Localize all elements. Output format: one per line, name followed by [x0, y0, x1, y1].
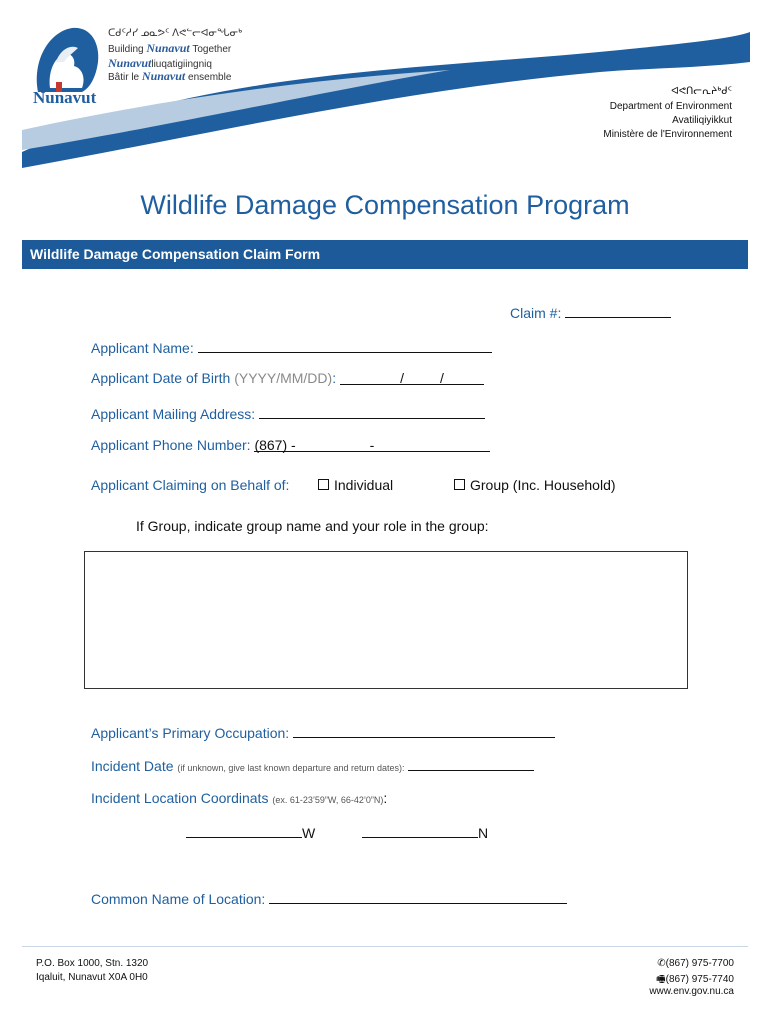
claim-number-label: Claim #: [510, 305, 562, 321]
dob-row: Applicant Date of Birth (YYYY/MM/DD): / / [91, 370, 484, 386]
longitude-field[interactable] [186, 823, 302, 838]
address-label: Applicant Mailing Address: [91, 406, 256, 422]
incident-date-row [91, 756, 534, 774]
location-hint: (ex. 61-23’59”W, 66-42’0”N) [272, 795, 384, 805]
individual-checkbox[interactable] [318, 479, 329, 490]
latitude-field[interactable] [362, 823, 478, 838]
footer-address-line1: P.O. Box 1000, Stn. 1320 [36, 958, 149, 969]
footer-website[interactable]: www.env.gov.nu.ca [649, 986, 734, 997]
address-row [91, 404, 485, 422]
occupation-label: Applicant’s Primary Occupation: [91, 725, 290, 741]
group-option[interactable]: Group (Inc. Household) [454, 477, 616, 493]
svg-text:★: ★ [38, 30, 47, 41]
footer-phone: ✆(867) 975-7700 [657, 958, 734, 969]
applicant-name-field[interactable] [198, 338, 492, 353]
dob-field[interactable]: / / [340, 370, 484, 385]
footer-fax: 🖷(867) 975-7740 [656, 974, 734, 985]
common-name-field[interactable] [269, 889, 567, 904]
dept-inuktitut: Avatiliqiyikkut [672, 115, 732, 126]
incident-date-label: Incident Date [91, 758, 174, 774]
phone-icon: ✆ [657, 958, 666, 969]
group-checkbox[interactable] [454, 479, 465, 490]
applicant-name-row [91, 338, 492, 356]
footer-address-line2: Iqaluit, Nunavut X0A 0H0 [36, 972, 148, 983]
fax-icon: 🖷 [656, 974, 666, 985]
group-details-textarea[interactable] [84, 551, 688, 689]
logo-wordmark: Nunavut [33, 88, 97, 107]
behalf-label: Applicant Claiming on Behalf of: [91, 477, 290, 493]
claim-number-row [510, 303, 671, 321]
incident-date-hint: (if unknown, give last known departure and return dates): [177, 763, 405, 773]
tagline-french: Bâtir le Nunavut ensemble [108, 69, 232, 83]
behalf-row [91, 477, 289, 493]
applicant-name-label: Applicant Name: [91, 340, 194, 356]
dob-format-hint: (YYYY/MM/DD) [234, 370, 333, 386]
individual-option[interactable]: Individual [318, 477, 393, 493]
dept-syllabics: ᐊᕙᑎᓕᕆᔨᒃᑯᑦ [671, 86, 732, 97]
incident-date-field[interactable] [408, 756, 534, 771]
common-name-label: Common Name of Location: [91, 891, 266, 907]
common-name-row [91, 889, 567, 907]
section-banner [22, 240, 748, 269]
footer-divider [22, 946, 748, 947]
claim-number-field[interactable] [565, 303, 671, 318]
occupation-field[interactable] [293, 723, 555, 738]
dob-label: Applicant Date of Birth [91, 370, 231, 386]
tagline-english: Building Nunavut Together [108, 41, 232, 55]
header-swoosh [0, 0, 770, 180]
banner-title: Wildlife Damage Compensation Claim Form [30, 246, 321, 262]
longitude-row: W [186, 823, 315, 841]
phone-field[interactable]: (867) - - [254, 437, 490, 452]
latitude-row: N [362, 823, 488, 841]
phone-label: Applicant Phone Number: [91, 437, 251, 453]
address-field[interactable] [259, 404, 485, 419]
occupation-row [91, 723, 555, 741]
location-row: Incident Location Coordinats (ex. 61-23’59”W, 66-42’0”N): [91, 790, 388, 806]
phone-row [91, 437, 490, 453]
dept-english: Department of Environment [609, 101, 732, 112]
group-prompt: If Group, indicate group name and your role in the group: [136, 518, 489, 534]
dept-french: Ministère de l'Environnement [603, 129, 732, 140]
tagline-syllabics: ᑕᑯᑦᓱᓯ ᓄᓇᕗᑦ ᐱᕙᓪᓕᐊᓂᖓᓂᒃ [108, 28, 243, 39]
location-label: Incident Location Coordinats [91, 790, 269, 806]
page-title: Wildlife Damage Compensation Program [140, 190, 630, 220]
tagline-inuktitut: Nunavutliuqatigiingniq [108, 56, 212, 70]
